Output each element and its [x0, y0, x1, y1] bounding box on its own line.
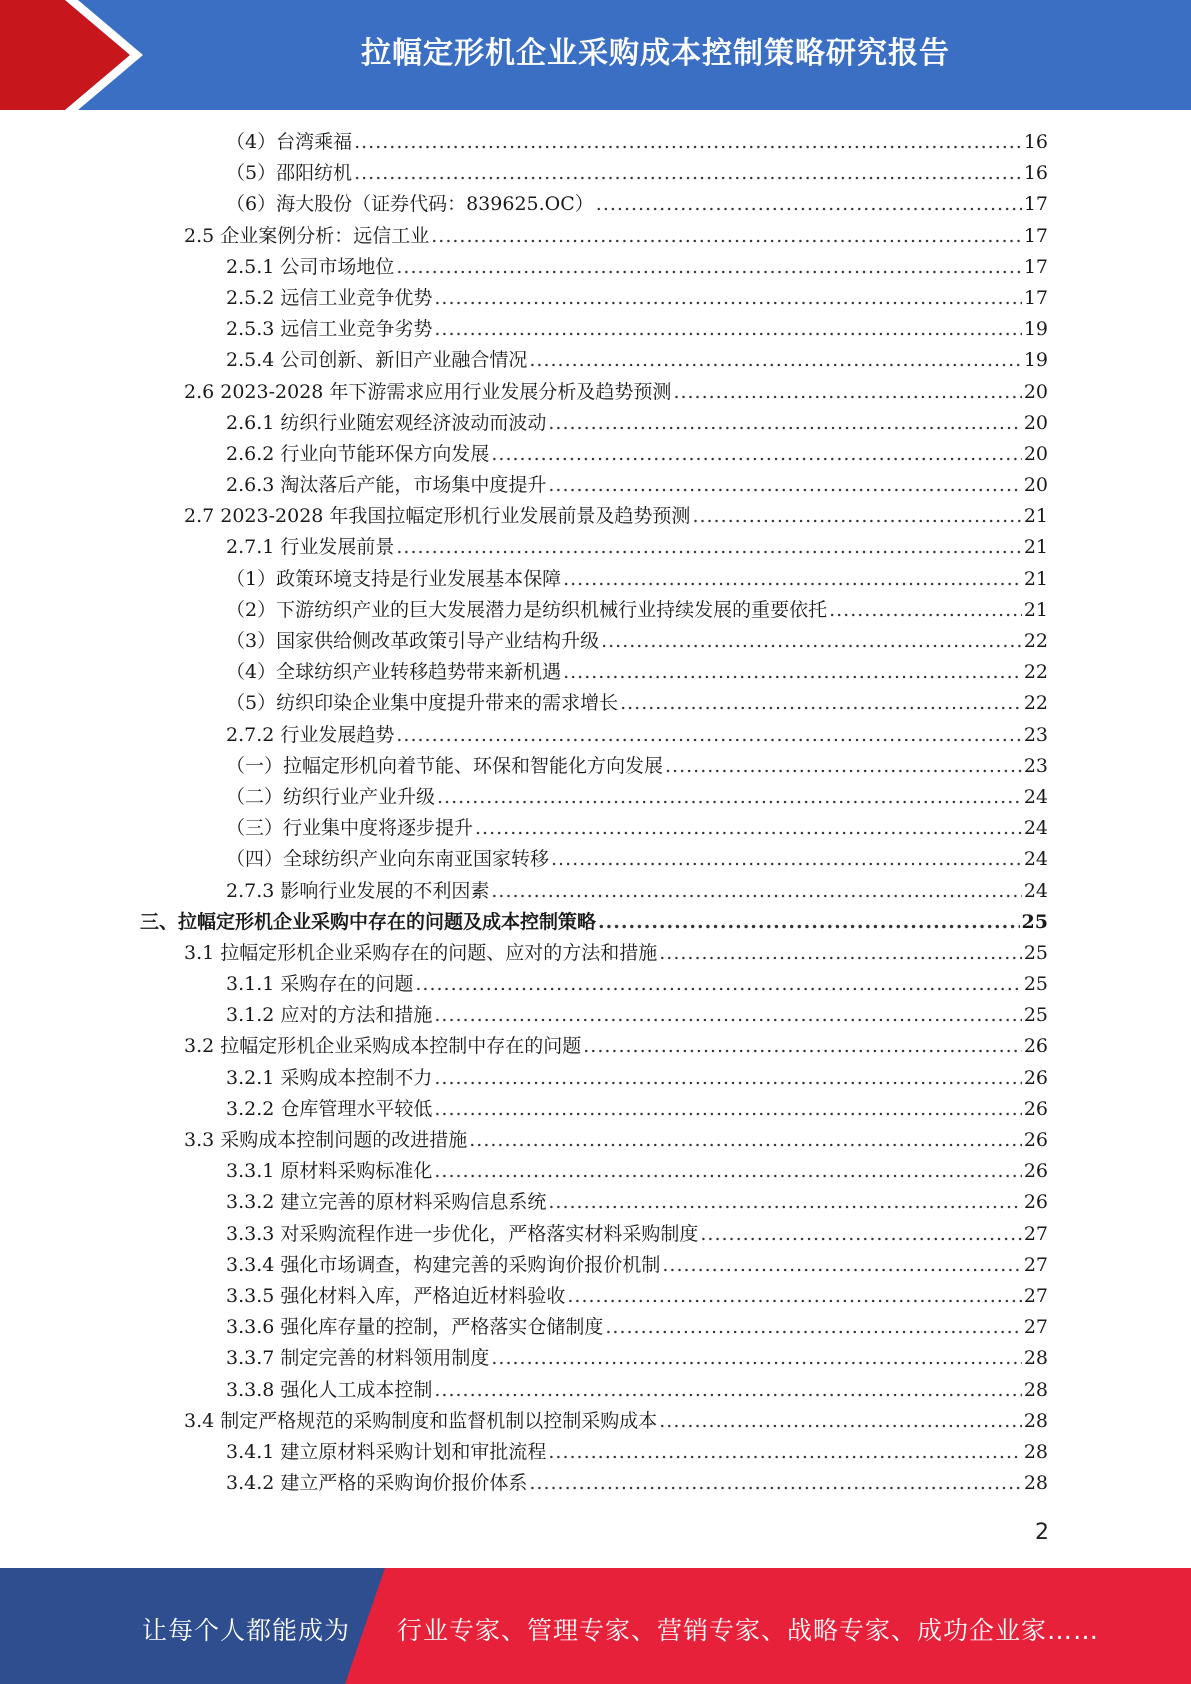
toc-entry-label: 2.5.2 远信工业竞争优势 — [226, 286, 433, 309]
toc-entry[interactable] — [140, 158, 1048, 189]
toc-entry[interactable] — [140, 688, 1048, 719]
toc-entry-label: 2.5.4 公司创新、新旧产业融合情况 — [226, 349, 528, 372]
toc-entry-label: 3.3.4 强化市场调查，构建完善的采购询价报价机制 — [226, 1253, 661, 1276]
toc-dot-leader — [434, 283, 1021, 314]
toc-entry-page: 28 — [1023, 1347, 1048, 1370]
toc-entry[interactable] — [140, 1187, 1048, 1218]
toc-entry-page: 21 — [1023, 536, 1048, 559]
toc-dot-leader — [605, 1312, 1021, 1343]
toc-dot-leader — [700, 1219, 1021, 1250]
toc-entry[interactable] — [140, 595, 1048, 626]
toc-entry[interactable] — [140, 938, 1048, 969]
toc-entry-label: （3）国家供给侧改革政策引导产业结构升级 — [226, 630, 600, 652]
toc-entry-label: （5）邵阳纺机 — [226, 162, 353, 185]
toc-dot-leader — [659, 1406, 1022, 1437]
toc-dot-leader — [396, 532, 1021, 563]
toc-entry-page: 22 — [1023, 661, 1048, 684]
toc-entry-page: 25 — [1023, 973, 1048, 996]
toc-dot-leader — [434, 1094, 1021, 1125]
toc-dot-leader — [434, 1156, 1021, 1187]
toc-entry[interactable] — [140, 501, 1048, 532]
toc-entry-label: 2.5.1 公司市场地位 — [226, 255, 395, 278]
toc-entry-page: 27 — [1023, 1316, 1048, 1339]
toc-entry-page: 21 — [1023, 505, 1048, 528]
toc-dot-leader — [567, 1281, 1021, 1312]
toc-entry[interactable] — [140, 782, 1048, 813]
toc-entry-page: 27 — [1023, 1222, 1048, 1245]
toc-entry-page: 16 — [1023, 131, 1048, 153]
toc-entry-label: 3.1.1 采购存在的问题 — [226, 973, 414, 996]
toc-entry[interactable] — [140, 127, 1048, 158]
toc-entry[interactable] — [140, 1250, 1048, 1281]
toc-entry[interactable] — [140, 377, 1048, 408]
toc-entry[interactable] — [140, 720, 1048, 751]
toc-entry-label: 2.6.3 淘汰落后产能，市场集中度提升 — [226, 474, 547, 497]
toc-entry-label: 3.2.2 仓库管理水平较低 — [226, 1097, 433, 1120]
toc-entry-label: 2.5 企业案例分析：远信工业 — [184, 224, 430, 247]
toc-entry[interactable] — [140, 532, 1048, 563]
toc-entry-label: 3.3.2 建立完善的原材料采购信息系统 — [226, 1191, 547, 1214]
toc-entry[interactable] — [140, 564, 1048, 595]
toc-dot-leader — [396, 252, 1021, 283]
toc-dot-leader — [692, 501, 1021, 532]
toc-dot-leader — [548, 1437, 1021, 1468]
toc-entry[interactable] — [140, 1406, 1048, 1437]
toc-entry-page: 26 — [1023, 1066, 1048, 1089]
toc-entry[interactable] — [140, 1468, 1048, 1499]
toc-entry-page: 19 — [1023, 349, 1048, 372]
toc-entry[interactable] — [140, 252, 1048, 283]
toc-entry-label: 2.7.1 行业发展前景 — [226, 536, 395, 559]
toc-entry-label: 2.6 2023-2028 年下游需求应用行业发展分析及趋势预测 — [184, 380, 672, 403]
toc-entry-label: 3.3.1 原材料采购标准化 — [226, 1160, 433, 1183]
toc-dot-leader — [596, 189, 1022, 220]
toc-entry-label: 2.7 2023-2028 年我国拉幅定形机行业发展前景及趋势预测 — [184, 505, 691, 528]
toc-entry-label: 3.4.1 建立原材料采购计划和审批流程 — [226, 1440, 547, 1463]
toc-entry-page: 28 — [1023, 1472, 1048, 1495]
toc-dot-leader — [491, 1343, 1021, 1374]
toc-entry-page: 19 — [1023, 318, 1048, 341]
toc-entry[interactable] — [140, 907, 1048, 938]
toc-entry-label: （三）行业集中度将逐步提升 — [226, 817, 474, 840]
toc-entry-page: 28 — [1023, 1378, 1048, 1401]
toc-dot-leader — [491, 439, 1021, 470]
toc-dot-leader — [434, 314, 1021, 345]
toc-entry-page: 27 — [1023, 1284, 1048, 1307]
toc-dot-leader — [548, 1187, 1021, 1218]
toc-entry-label: 2.6.2 行业向节能环保方向发展 — [226, 442, 490, 465]
toc-entry[interactable] — [140, 439, 1048, 470]
toc-entry-label: （6）海大股份（证券代码：839625.OC） — [226, 193, 594, 216]
toc-entry[interactable] — [140, 1343, 1048, 1374]
toc-entry-label: （5）纺织印染企业集中度提升带来的需求增长 — [226, 692, 619, 715]
toc-entry-page: 24 — [1023, 848, 1048, 871]
toc-entry-label: 2.5.3 远信工业竞争劣势 — [226, 318, 433, 341]
toc-dot-leader — [437, 782, 1022, 813]
page-number: 2 — [1035, 1520, 1049, 1545]
toc-dot-leader — [475, 813, 1022, 844]
toc-entry-label: （二）纺织行业产业升级 — [226, 785, 436, 808]
toc-entry-page: 26 — [1023, 1035, 1048, 1058]
toc-entry-label: （4）全球纺织产业转移趋势带来新机遇 — [226, 661, 562, 684]
toc-entry-page: 16 — [1023, 162, 1048, 185]
toc-dot-leader — [354, 158, 1022, 189]
toc-dot-leader — [491, 876, 1021, 907]
table-of-contents — [140, 127, 1048, 1499]
footer-slogan-right: 行业专家、管理专家、营销专家、战略专家、成功企业家…… — [397, 1616, 1100, 1645]
toc-entry[interactable] — [140, 626, 1048, 657]
toc-entry-label: 3.3.8 强化人工成本控制 — [226, 1378, 433, 1401]
toc-dot-leader — [620, 688, 1022, 719]
toc-entry[interactable] — [140, 1094, 1048, 1125]
toc-entry-page: 25 — [1023, 941, 1048, 964]
toc-entry-label: 2.7.2 行业发展趋势 — [226, 723, 395, 746]
toc-dot-leader — [434, 1375, 1021, 1406]
toc-dot-leader — [548, 470, 1021, 501]
toc-dot-leader — [469, 1125, 1022, 1156]
toc-entry-page: 20 — [1023, 380, 1048, 403]
page-header — [0, 0, 1191, 110]
toc-dot-leader — [598, 907, 1020, 938]
toc-dot-leader — [662, 1250, 1021, 1281]
toc-entry-page: 28 — [1023, 1409, 1048, 1432]
toc-entry-page: 26 — [1023, 1129, 1048, 1151]
toc-entry-label: （1）政策环境支持是行业发展基本保障 — [226, 567, 562, 590]
toc-entry-label: 3.3 采购成本控制问题的改进措施 — [184, 1129, 468, 1151]
toc-entry[interactable] — [140, 1312, 1048, 1343]
toc-entry[interactable] — [140, 470, 1048, 501]
toc-dot-leader — [434, 1000, 1021, 1031]
toc-dot-leader — [583, 1031, 1022, 1062]
toc-entry-label: 3.3.7 制定完善的材料领用制度 — [226, 1347, 490, 1370]
toc-entry-page: 20 — [1023, 411, 1048, 434]
toc-dot-leader — [431, 221, 1022, 252]
toc-entry[interactable] — [140, 657, 1048, 688]
toc-entry[interactable] — [140, 1375, 1048, 1406]
toc-entry[interactable] — [140, 1000, 1048, 1031]
toc-entry-label: 3.3.6 强化库存量的控制，严格落实仓储制度 — [226, 1316, 604, 1339]
toc-entry-page: 24 — [1023, 785, 1048, 808]
toc-entry[interactable] — [140, 1031, 1048, 1062]
toc-entry-label: （一）拉幅定形机向着节能、环保和智能化方向发展 — [226, 754, 664, 777]
toc-entry-page: 17 — [1023, 286, 1048, 309]
toc-entry[interactable] — [140, 969, 1048, 1000]
toc-entry-page: 24 — [1023, 817, 1048, 840]
toc-entry-page: 23 — [1023, 723, 1048, 746]
report-title: 拉幅定形机企业采购成本控制策略研究报告 — [361, 36, 950, 71]
toc-entry-label: 2.6.1 纺织行业随宏观经济波动而波动 — [226, 411, 547, 434]
toc-entry[interactable] — [140, 751, 1048, 782]
toc-entry[interactable] — [140, 314, 1048, 345]
toc-dot-leader — [659, 938, 1022, 969]
toc-entry-label: 2.7.3 影响行业发展的不利因素 — [226, 879, 490, 902]
toc-entry-label: （四）全球纺织产业向东南亚国家转移 — [226, 848, 550, 871]
toc-entry[interactable] — [140, 813, 1048, 844]
toc-dot-leader — [434, 1063, 1021, 1094]
toc-entry[interactable] — [140, 345, 1048, 376]
toc-entry-page: 28 — [1023, 1440, 1048, 1463]
toc-entry-page: 20 — [1023, 474, 1048, 497]
toc-dot-leader — [396, 720, 1021, 751]
toc-dot-leader — [551, 844, 1022, 875]
toc-entry-page: 17 — [1023, 255, 1048, 278]
toc-entry-page: 26 — [1023, 1160, 1048, 1183]
toc-entry-page: 23 — [1023, 754, 1048, 777]
toc-entry[interactable] — [140, 408, 1048, 439]
toc-entry-label: 3.3.3 对采购流程作进一步优化，严格落实材料采购制度 — [226, 1222, 699, 1245]
toc-dot-leader — [563, 564, 1022, 595]
toc-entry[interactable] — [140, 1219, 1048, 1250]
toc-dot-leader — [665, 751, 1022, 782]
toc-entry-page: 24 — [1023, 879, 1048, 902]
toc-entry-label: 3.1.2 应对的方法和措施 — [226, 1004, 433, 1027]
toc-dot-leader — [529, 345, 1021, 376]
toc-entry-label: 3.2 拉幅定形机企业采购成本控制中存在的问题 — [184, 1035, 582, 1058]
toc-entry[interactable] — [140, 844, 1048, 875]
toc-dot-leader — [354, 127, 1022, 158]
toc-entry-label: （4）台湾乘福 — [226, 131, 353, 153]
toc-entry-label: 3.2.1 采购成本控制不力 — [226, 1066, 433, 1089]
toc-entry-page: 26 — [1023, 1097, 1048, 1120]
toc-entry-label: （2）下游纺织产业的巨大发展潜力是纺织机械行业持续发展的重要依托 — [226, 598, 828, 621]
toc-entry-page: 22 — [1023, 692, 1048, 715]
toc-entry-label: 3.1 拉幅定形机企业采购存在的问题、应对的方法和措施 — [184, 941, 658, 964]
toc-entry-page: 25 — [1023, 1004, 1048, 1027]
toc-entry-label: 3.4.2 建立严格的采购询价报价体系 — [226, 1472, 528, 1495]
toc-entry[interactable] — [140, 1437, 1048, 1468]
toc-entry-page: 17 — [1023, 224, 1048, 247]
toc-dot-leader — [601, 626, 1022, 657]
toc-entry-page: 27 — [1023, 1253, 1048, 1276]
toc-dot-leader — [529, 1468, 1021, 1499]
toc-dot-leader — [563, 657, 1022, 688]
toc-entry-page: 21 — [1023, 598, 1048, 621]
toc-entry-page: 25 — [1021, 910, 1048, 933]
page-footer — [0, 1568, 1191, 1684]
toc-dot-leader — [673, 377, 1021, 408]
toc-entry-label: 3.4 制定严格规范的采购制度和监督机制以控制采购成本 — [184, 1409, 658, 1432]
toc-dot-leader — [548, 408, 1021, 439]
toc-entry-page: 22 — [1023, 630, 1048, 652]
toc-entry[interactable] — [140, 189, 1048, 220]
footer-slogan-left: 让每个人都能成为 — [142, 1616, 351, 1645]
toc-entry[interactable] — [140, 1063, 1048, 1094]
toc-entry[interactable] — [140, 1281, 1048, 1312]
toc-entry-page: 26 — [1023, 1191, 1048, 1214]
toc-entry[interactable] — [140, 1125, 1048, 1156]
toc-entry[interactable] — [140, 876, 1048, 907]
toc-entry[interactable] — [140, 221, 1048, 252]
toc-entry[interactable] — [140, 1156, 1048, 1187]
toc-entry-label: 3.3.5 强化材料入库，严格迫近材料验收 — [226, 1284, 566, 1307]
toc-entry-page: 17 — [1023, 193, 1048, 216]
toc-dot-leader — [829, 595, 1022, 626]
toc-entry-label: 三、拉幅定形机企业采购中存在的问题及成本控制策略 — [140, 910, 597, 933]
toc-entry-page: 21 — [1023, 567, 1048, 590]
toc-entry-page: 20 — [1023, 442, 1048, 465]
toc-dot-leader — [415, 969, 1021, 1000]
toc-entry[interactable] — [140, 283, 1048, 314]
